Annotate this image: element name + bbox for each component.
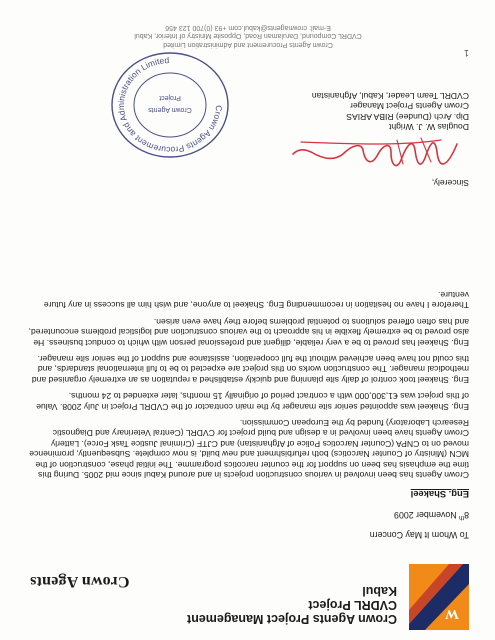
signatory-role: Crown Agents Project Manager bbox=[350, 101, 469, 112]
footer-line: E-mail: crownagents@kabul.com +93 (0)700 123 456 bbox=[165, 23, 331, 31]
footer-line: Crown Agents Procurement and Administration Limited bbox=[163, 41, 333, 48]
letter-subject: Eng. Shakeel bbox=[410, 489, 469, 500]
svg-text:Crown Agents: Crown Agents bbox=[148, 106, 192, 113]
svg-text:W: W bbox=[445, 606, 459, 621]
letter-date: 8th November 2009 bbox=[394, 510, 469, 520]
letterhead bbox=[24, 552, 469, 630]
footer-line: CVDRL Compound, Darulaman Road, Opposite Ministry of Interior, Kabul bbox=[134, 32, 362, 40]
page-marker: 1 bbox=[463, 48, 469, 58]
city-name: Kabul bbox=[362, 584, 397, 598]
salutation: To Whom It May Concern bbox=[369, 530, 469, 540]
signatory-team: CVDRL Team Leader, Kabul, Afghanistan bbox=[311, 90, 469, 101]
svg-text:Crown Agents Procurement and A: Crown Agents Procurement and Administration Limited bbox=[115, 54, 225, 156]
body-paragraph: Eng. Shakeel was appointed senior site manager by the main contractor of the CVDRL Project in July 2008. Value of this project was €1,300,000 with a contract period of originally 15 months, later extended to 24 months. bbox=[36, 391, 469, 412]
letter-body bbox=[27, 284, 469, 481]
brand-wordmark: Crown Agents bbox=[30, 573, 130, 590]
org-name: Crown Agents Project Management bbox=[187, 612, 397, 626]
body-paragraph: Therefore I have no hesitation in recommending Eng. Shakeel to anyone, and wish him all success in any future venture. bbox=[43, 289, 469, 311]
project-name: CVDRL Project bbox=[308, 598, 397, 612]
crown-agents-logo bbox=[409, 564, 469, 630]
closing: Sincerely, bbox=[431, 178, 469, 188]
body-paragraph: Crown Agents has been involved in various construction projects in and around Kabul since mid 2005. During this time the emphasis has been on support for the counter narcotics programme. The initial phase, construction of the MCN (Ministry of Counter Narcotics) both refurbishment and new build, is now complete. Subsequently, prominence moved on to CNPA (Counter Narcotics Police of Afghanistan) and CJTF (Criminal Justice Task Force). Latterly Crown Agents have been involved in a design and build project for CVDRL (Central Veterinary and Diagnostic Research Laboratory) funded by the European Commission. bbox=[29, 417, 469, 480]
organisation-block bbox=[187, 584, 397, 626]
letter-footer bbox=[27, 22, 469, 48]
signatory-name: Douglas W. J. Wright bbox=[388, 122, 469, 132]
signatory-qualifications: Dip. Arch (Dundee) RIBA ARIAS bbox=[346, 111, 469, 122]
signatory-block bbox=[312, 90, 469, 132]
body-paragraph: Eng. Shakeel has proved to be a very reliable, diligent and professional person with which to conduct business. He also proved to be extremely flexible in his approach to the various construction and logistical problems encountered, and has often offered solutions to potential problems before they have even arisen. bbox=[28, 316, 469, 348]
svg-text:Project: Project bbox=[159, 94, 181, 101]
body-paragraph: Eng. Shakeel took control of daily site planning and quickly established a reputation as an extremely organised and methodical manager. The construction works on this project are expected to be to full international standards, and this could not have been achieved without the full cooperation, assistance and support of the senior site manager. bbox=[31, 353, 469, 385]
company-stamp bbox=[105, 50, 235, 160]
handwritten-signature bbox=[291, 132, 461, 174]
